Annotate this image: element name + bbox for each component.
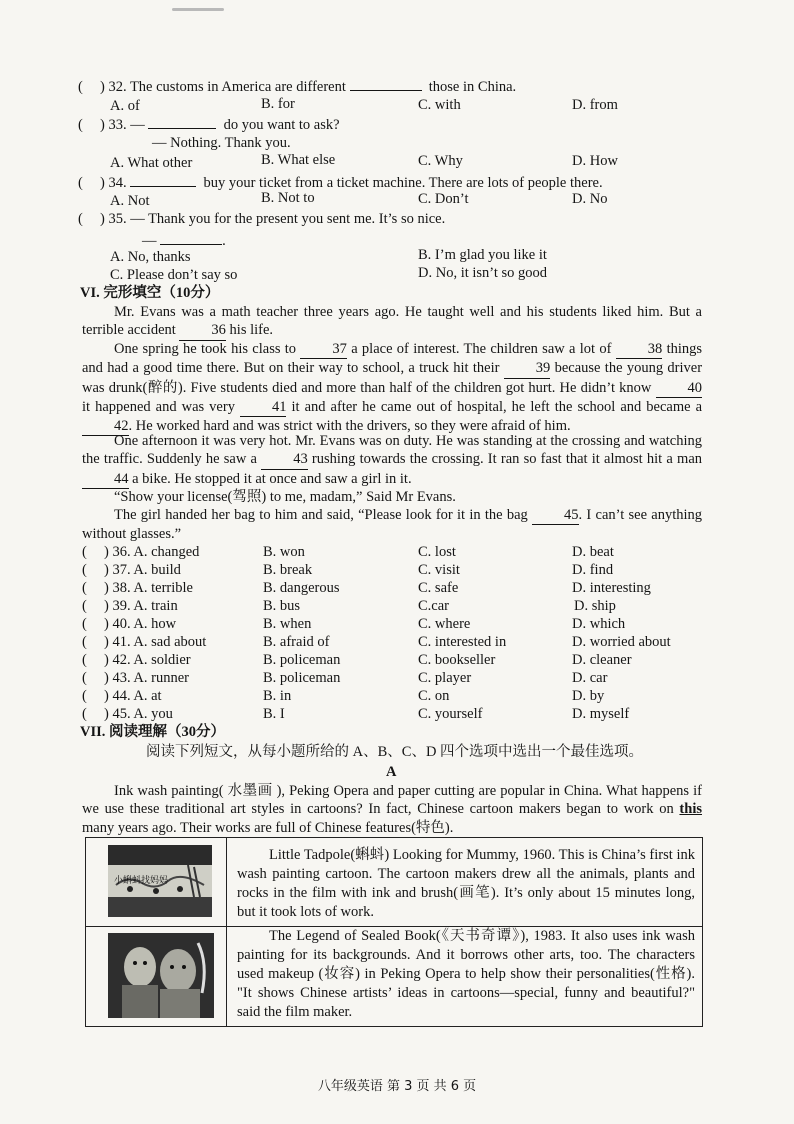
question-34 <box>78 174 603 192</box>
option-a[interactable]: ) 37. A. build <box>104 562 181 578</box>
option-b[interactable]: B. when <box>263 616 312 632</box>
answer-blank[interactable] <box>148 116 216 129</box>
answer-bracket[interactable]: ( <box>82 598 87 614</box>
page-footer: 八年级英语 第 3 页 共 6 页 <box>317 1079 477 1094</box>
blank-37[interactable]: 37 <box>300 340 347 359</box>
option-c[interactable]: C. on <box>418 688 450 704</box>
option-a[interactable]: ) 41. A. sad about <box>104 634 207 650</box>
dialogue-period: . <box>222 233 226 249</box>
option-c[interactable]: C. where <box>418 616 471 632</box>
opera-characters-icon <box>108 933 214 1018</box>
option-row-39 <box>82 598 178 615</box>
passage-text: Ink wash painting( 水墨画 ), Peking Opera and paper cutting are popular in China. What happens if we use these traditional art styles in cartoons? In fact, Chinese cartoon makers began to work on <box>82 783 702 818</box>
blank-39[interactable]: 39 <box>504 359 551 378</box>
cloze-paragraph-1 <box>82 303 702 341</box>
cartoon-table <box>85 837 703 1027</box>
question-32 <box>78 78 516 96</box>
blank-40[interactable]: 40 <box>656 379 703 398</box>
cloze-text: One spring he took his class to <box>114 341 297 357</box>
option-b[interactable]: B. for <box>261 96 295 112</box>
option-row-41 <box>82 634 206 651</box>
option-d[interactable]: D. worried about <box>572 634 671 650</box>
option-b[interactable]: B. won <box>263 544 305 560</box>
option-d[interactable]: D. which <box>572 616 626 632</box>
option-c[interactable]: C. player <box>418 670 472 686</box>
option-d[interactable]: D. ship <box>574 598 616 614</box>
option-row-40 <box>82 616 176 633</box>
blank-36[interactable]: 36 <box>179 321 226 340</box>
option-d[interactable]: D. from <box>572 97 618 113</box>
cloze-text: Mr. Evans was a math teacher three years ago. He taught well and his students liked him. But a terrible accident <box>82 304 702 339</box>
row-text: The Legend of Sealed Book(《天书奇谭》), 1983. It also uses ink wash painting for its backgrounds. And it borrows other arts, too. The characters used makeup (妆容) in Peking Opera to help show their personalities(性格). "It shows Chinese artists’ ideas in cartoons—special, funny and beautiful?" said the film maker. <box>237 928 695 1020</box>
cloze-text: a bike. He stopped it at once and saw a girl in it. <box>132 470 412 487</box>
question-33 <box>78 116 340 134</box>
answer-bracket[interactable]: ( <box>82 634 87 650</box>
option-a[interactable]: A. of <box>110 98 140 114</box>
blank-42[interactable]: 42 <box>82 417 129 436</box>
option-row-45 <box>82 706 173 723</box>
option-b[interactable]: B. I <box>263 706 285 722</box>
answer-blank[interactable] <box>350 78 422 91</box>
question-text: ) 34. <box>100 175 127 191</box>
answer-bracket[interactable]: ( <box>78 117 83 133</box>
option-a[interactable]: ) 45. A. you <box>104 706 173 722</box>
option-a[interactable]: ) 38. A. terrible <box>104 580 193 596</box>
option-b[interactable]: B. afraid of <box>263 634 330 650</box>
row-text: Little Tadpole(蝌蚪) Looking for Mummy, 1960. This is China’s first ink wash painting cartoon. The cartoon makers drew all the animals, plants and rocks in the film with ink and brush(画笔). It’s only about 15 minutes long, but it took lots of work. <box>237 847 695 920</box>
option-c[interactable]: C. lost <box>418 544 456 560</box>
option-row-42 <box>82 652 191 669</box>
passage-letter: A <box>386 764 397 780</box>
option-d[interactable]: D. by <box>572 688 605 704</box>
option-c[interactable]: C. Please don’t say so <box>110 267 238 283</box>
answer-bracket[interactable]: ( <box>82 616 87 632</box>
passage-a-intro <box>82 782 702 837</box>
cloze-text: rushing towards the crossing. It ran so fast that it almost hit a man <box>311 451 703 468</box>
option-d[interactable]: D. No, it isn’t so good <box>418 265 548 281</box>
option-a[interactable]: A. Not <box>110 193 150 209</box>
option-c[interactable]: C. Don’t <box>418 191 469 207</box>
option-row-38 <box>82 580 193 597</box>
option-d[interactable]: D. myself <box>572 706 630 722</box>
option-a[interactable]: ) 36. A. changed <box>104 544 200 560</box>
option-row-43 <box>82 670 189 687</box>
option-a[interactable]: ) 44. A. at <box>104 688 162 704</box>
option-b[interactable]: B. bus <box>263 598 301 614</box>
option-b[interactable]: B. dangerous <box>263 580 340 596</box>
option-b[interactable]: B. policeman <box>263 670 341 686</box>
option-d[interactable]: D. How <box>572 153 618 169</box>
option-c[interactable]: C. interested in <box>418 634 507 650</box>
answer-bracket[interactable]: ( <box>82 562 87 578</box>
option-d[interactable]: D. No <box>572 191 608 207</box>
option-a[interactable]: ) 42. A. soldier <box>104 652 191 668</box>
question-text: ) 32. The customs in America are different <box>100 79 346 95</box>
answer-bracket[interactable]: ( <box>82 706 87 722</box>
answer-bracket[interactable]: ( <box>82 688 87 704</box>
question-text-after: those in China. <box>428 79 517 95</box>
cloze-text: it happened and was very <box>82 398 235 415</box>
option-row-36 <box>82 544 199 561</box>
option-b[interactable]: B. policeman <box>263 652 341 668</box>
answer-bracket[interactable]: ( <box>82 670 87 686</box>
blank-45[interactable]: 45 <box>532 506 579 525</box>
answer-bracket[interactable]: ( <box>78 211 83 227</box>
blank-41[interactable]: 41 <box>240 398 287 417</box>
question-text: ) 35. — Thank you for the present you sent me. It’s so nice. <box>100 211 446 227</box>
dialogue-dash: — <box>142 233 157 249</box>
option-a[interactable]: ) 40. A. how <box>104 616 177 632</box>
emphasized-word: this <box>679 801 702 818</box>
option-c[interactable]: C. with <box>418 97 461 113</box>
option-b[interactable]: B. What else <box>261 152 336 168</box>
option-d[interactable]: D. find <box>572 562 614 578</box>
passage-text: many years ago. Their works are full of Chinese features(特色). <box>82 819 454 836</box>
sealed-book-film-image <box>108 933 214 1018</box>
question-text-after: buy your ticket from a ticket machine. There are lots of people there. <box>203 175 603 191</box>
option-d[interactable]: D. interesting <box>572 580 651 596</box>
answer-bracket[interactable]: ( <box>82 544 87 560</box>
question-35 <box>78 211 445 228</box>
dialogue-reply: — Nothing. Thank you. <box>152 135 291 151</box>
option-c[interactable]: C. visit <box>418 562 460 578</box>
blank-38[interactable]: 38 <box>616 340 663 359</box>
question-text-after: do you want to ask? <box>223 117 340 133</box>
option-c[interactable]: C. safe <box>418 580 459 596</box>
cloze-text: a place of interest. The children saw a lot of <box>351 341 612 357</box>
answer-bracket[interactable]: ( <box>78 79 83 95</box>
option-a[interactable]: ) 43. A. runner <box>104 670 189 686</box>
option-b[interactable]: B. Not to <box>261 190 315 206</box>
cloze-text: . He worked hard and was strict with the drivers, so they were afraid of him. <box>128 418 571 435</box>
scan-mark <box>172 8 224 11</box>
cloze-text: The girl handed her bag to him and said, “Please look for it in the bag <box>114 507 528 523</box>
tadpole-film-image <box>108 845 212 917</box>
option-a[interactable]: A. No, thanks <box>110 249 191 265</box>
answer-blank[interactable] <box>160 232 222 245</box>
option-row-44 <box>82 688 162 705</box>
option-c[interactable]: C. yourself <box>418 706 483 722</box>
cloze-text: One afternoon it was very hot. Mr. Evans was on duty. He was standing at the crossing and watching the traffic. Suddenly he saw a <box>82 433 702 468</box>
cloze-text: his life. <box>229 322 274 339</box>
cloze-paragraph-2 <box>82 340 702 436</box>
cloze-paragraph-4: “Show your license(驾照) to me, madam,” Said Mr Evans. <box>114 489 456 505</box>
option-b[interactable]: B. break <box>263 562 313 578</box>
answer-bracket[interactable]: ( <box>82 580 87 596</box>
answer-blank[interactable] <box>130 174 196 187</box>
dialogue-reply <box>142 232 226 250</box>
blank-43[interactable]: 43 <box>261 450 308 469</box>
option-a[interactable]: ) 39. A. train <box>104 598 178 614</box>
table-row <box>86 838 702 927</box>
option-d[interactable]: D. car <box>572 670 608 686</box>
cloze-paragraph-3 <box>82 432 702 489</box>
answer-bracket[interactable]: ( <box>78 175 83 191</box>
cloze-text: it and after he came out of hospital, he left the school and became a <box>291 398 703 415</box>
cloze-text: things and had a good time there. But on their way to school, a truck hit their <box>82 341 703 377</box>
section-heading-reading: VII. 阅读理解（30分） <box>80 724 226 740</box>
question-text: ) 33. — <box>100 117 145 133</box>
option-b[interactable]: B. I’m glad you like it <box>418 247 547 263</box>
film-title-calligraphy: 小蝌蚪找妈妈 <box>114 876 169 886</box>
option-a[interactable]: A. What other <box>110 155 193 171</box>
section-heading-cloze: VI. 完形填空（10分） <box>80 285 220 301</box>
option-d[interactable]: D. beat <box>572 544 614 560</box>
answer-bracket[interactable]: ( <box>82 652 87 668</box>
option-c[interactable]: C. bookseller <box>418 652 496 668</box>
blank-44[interactable]: 44 <box>82 470 129 489</box>
cloze-paragraph-5 <box>82 506 702 544</box>
option-b[interactable]: B. in <box>263 688 292 704</box>
cloze-text: . I can’t see anything without glasses.” <box>82 507 703 543</box>
option-row-37 <box>82 562 181 579</box>
cloze-text: because the young driver was drunk(醉的). Five students died and more than half of the children got hurt. He didn’t know <box>82 360 703 396</box>
option-c[interactable]: C. Why <box>418 153 463 169</box>
reading-instruction: 阅读下列短文，从每小题所给的 A、B、C、D 四个选项中选出一个最佳选项。 <box>146 744 644 760</box>
option-d[interactable]: D. cleaner <box>572 652 632 668</box>
option-c[interactable]: C.car <box>418 598 449 614</box>
table-row <box>86 927 702 1026</box>
